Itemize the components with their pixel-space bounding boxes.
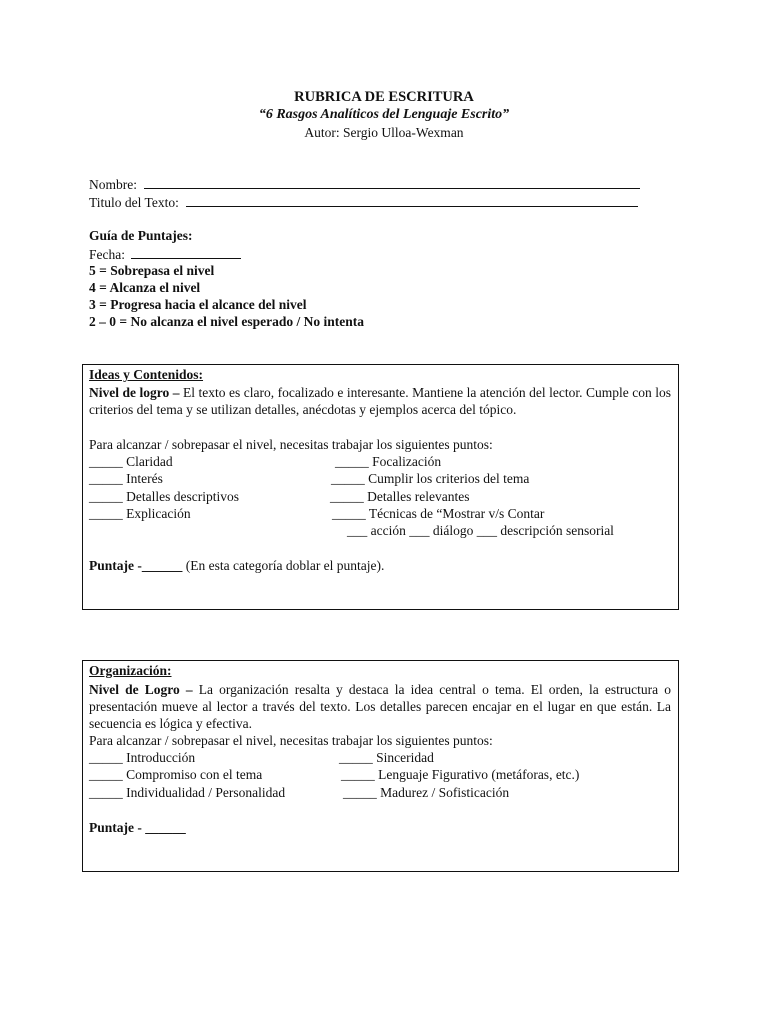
text-title-field-row: [89, 194, 638, 211]
ideas-score-label: Puntaje -: [89, 558, 142, 573]
name-label: Nombre:: [89, 177, 137, 192]
ideas-item-interes: _____ Interés: [89, 471, 163, 486]
ideas-item-explicacion: _____ Explicación: [89, 506, 191, 521]
org-item-sinceridad: _____ Sinceridad: [339, 750, 434, 765]
ideas-sub-items: ___ acción ___ diálogo ___ descripción sensorial: [347, 523, 614, 538]
name-field[interactable]: [144, 176, 640, 189]
guide-heading: Guía de Puntajes:: [89, 228, 193, 243]
ideas-score-blank[interactable]: ______: [141, 558, 183, 573]
page-subtitle: “6 Rasgos Analíticos del Lenguaje Escrito”: [258, 107, 510, 122]
text-title-label: Titulo del Texto:: [89, 195, 179, 210]
organization-level-label: Nivel de Logro –: [89, 682, 193, 697]
organization-score-label: Puntaje -: [89, 820, 142, 835]
ideas-score-note: (En esta categoría doblar el puntaje).: [185, 558, 385, 573]
ideas-item-detalles-relevantes: _____ Detalles relevantes: [330, 489, 470, 504]
ideas-score-row: [89, 558, 384, 574]
ideas-item-claridad: _____ Claridad: [89, 454, 173, 469]
organization-score-blank[interactable]: ______: [145, 820, 186, 835]
organization-instruction: Para alcanzar / sobrepasar el nivel, necesitas trabajar los siguientes puntos:: [89, 733, 493, 748]
name-field-row: [89, 176, 640, 193]
org-item-introduccion: _____ Introducción: [89, 750, 196, 765]
ideas-instruction: Para alcanzar / sobrepasar el nivel, necesitas trabajar los siguientes puntos:: [89, 437, 493, 452]
organization-heading: Organización:: [89, 663, 172, 678]
org-item-compromiso: _____ Compromiso con el tema: [89, 767, 263, 782]
level-5: 5 = Sobrepasa el nivel: [89, 263, 215, 278]
ideas-item-detalles-descriptivos: _____ Detalles descriptivos: [89, 489, 239, 504]
org-item-madurez: _____ Madurez / Sofisticación: [343, 785, 510, 800]
date-field-row: [89, 246, 241, 263]
organization-level-text: La organización resalta y destaca la idea central o tema. El orden, la estructura o presentación mueve al lector a través del texto. Los detalles parecen encajar en el lugar en que están. La secuencia es lógica y efectiva.: [89, 682, 672, 731]
ideas-heading: Ideas y Contenidos:: [89, 367, 204, 382]
organization-level-paragraph: [89, 681, 671, 732]
ideas-level-paragraph: [89, 384, 671, 418]
organization-score-row: [89, 820, 186, 836]
ideas-item-focalizacion: _____ Focalización: [335, 454, 442, 469]
page-title: RUBRICA DE ESCRITURA: [294, 89, 474, 105]
ideas-item-tecnicas: _____ Técnicas de “Mostrar v/s Contar: [332, 506, 545, 521]
org-item-lenguaje-figurativo: _____ Lenguaje Figurativo (metáforas, etc.): [341, 767, 580, 782]
org-item-individualidad: _____ Individualidad / Personalidad: [89, 785, 286, 800]
date-label: Fecha:: [89, 247, 125, 262]
ideas-level-text: El texto es claro, focalizado e interesante. Mantiene la atención del lector. Cumple con los criterios del tema y se utilizan detalles, anécdotas y ejemplos acerca del tópico.: [89, 385, 671, 417]
ideas-level-label: Nivel de logro –: [89, 385, 180, 400]
author-line: Autor: Sergio Ulloa-Wexman: [304, 125, 464, 140]
ideas-item-cumplir-criterios: _____ Cumplir los criterios del tema: [331, 471, 530, 486]
level-3: 3 = Progresa hacia el alcance del nivel: [89, 297, 307, 312]
level-4: 4 = Alcanza el nivel: [89, 280, 201, 295]
level-2-0: 2 – 0 = No alcanza el nivel esperado / No intenta: [89, 314, 365, 329]
text-title-field[interactable]: [186, 194, 638, 207]
date-field[interactable]: [131, 246, 241, 259]
